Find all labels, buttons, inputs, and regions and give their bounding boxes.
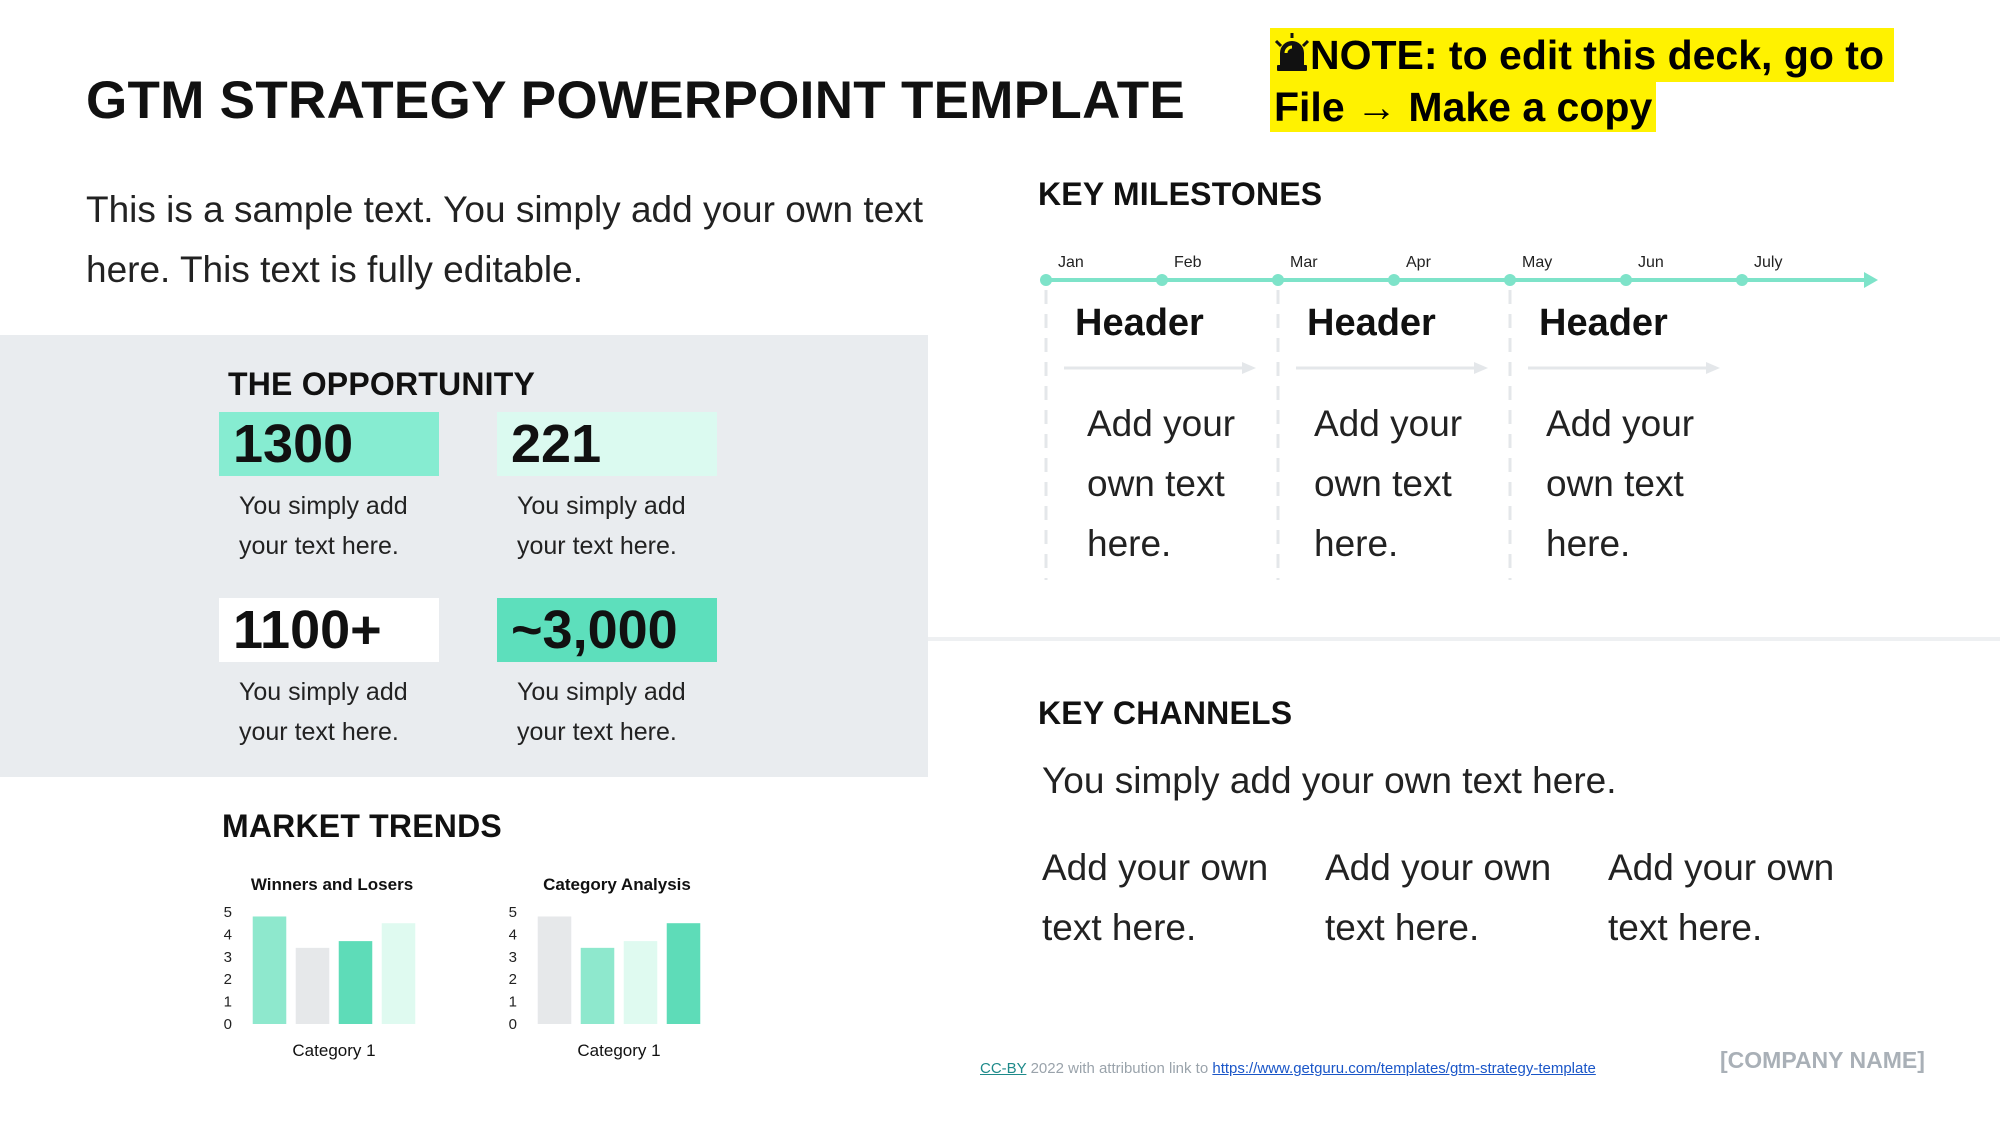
stat-desc-4: You simply add your text here. (517, 678, 686, 746)
stat-desc-1: You simply add your text here. (239, 492, 408, 560)
y-tick-label: 1 (508, 993, 517, 1011)
bar (382, 923, 416, 1024)
channels-subtitle: You simply add your own text here. (1042, 760, 1617, 801)
month-dot (1156, 274, 1168, 286)
channel-text-3: Add your own text here. (1608, 847, 1835, 948)
month-dot (1040, 274, 1052, 286)
chart-title: Category Analysis (543, 875, 691, 894)
footer-attribution (980, 1060, 1596, 1077)
header-arrowhead (1706, 362, 1720, 374)
month-label: Feb (1174, 254, 1202, 271)
channel-text-1: Add your own text here. (1042, 847, 1269, 948)
milestone-text-2: Add your own text here. (1314, 403, 1463, 564)
bar (296, 948, 330, 1024)
y-tick-label: 4 (223, 926, 232, 944)
intro-text: This is a sample text. You simply add your own text here. This text is fully editable. (86, 189, 924, 290)
opportunity-title: THE OPPORTUNITY (228, 366, 536, 402)
x-category-label: Category 1 (577, 1041, 661, 1060)
section-divider (928, 637, 2000, 641)
y-tick-label: 0 (508, 1016, 517, 1033)
note-line-1: NOTE: to edit this deck, go to (1310, 32, 1884, 78)
bar (624, 941, 658, 1024)
market-trends-title: MARKET TRENDS (222, 808, 502, 844)
header-arrowhead (1474, 362, 1488, 374)
bar (538, 916, 572, 1024)
milestone-header-2: Header (1307, 302, 1436, 344)
stat-desc-3: You simply add your text here. (239, 678, 408, 746)
license-text: 2022 with attribution link to (1026, 1060, 1213, 1077)
category-analysis-chart (495, 868, 725, 1068)
month-label: Jan (1058, 254, 1084, 271)
y-tick-label: 2 (223, 971, 232, 989)
milestone-header-1: Header (1075, 302, 1204, 344)
winners-losers-chart (210, 868, 440, 1068)
y-tick-label: 1 (223, 993, 232, 1011)
y-tick-label: 5 (223, 904, 232, 921)
y-tick-label: 3 (223, 948, 232, 966)
channel-text-2: Add your own text here. (1325, 847, 1552, 948)
chart-title: Winners and Losers (250, 875, 414, 894)
stat-box-1: 1300 (219, 412, 439, 476)
month-dot (1504, 274, 1516, 286)
stat-box-2: 221 (497, 412, 717, 476)
stat-box-3: 1100+ (219, 598, 439, 662)
y-tick-label: 4 (508, 926, 517, 944)
y-tick-label: 2 (508, 971, 517, 989)
bar (339, 941, 373, 1024)
month-dot (1272, 274, 1284, 286)
stat-box-4: ~3,000 (497, 598, 717, 662)
y-tick-label: 0 (223, 1016, 232, 1033)
stat-desc-2: You simply add your text here. (517, 492, 686, 560)
month-dot (1388, 274, 1400, 286)
month-label: Apr (1406, 254, 1431, 271)
month-dot (1736, 274, 1748, 286)
x-category-label: Category 1 (292, 1041, 376, 1060)
month-label: Jun (1638, 254, 1664, 271)
note-line-2: File → Make a copy (1274, 84, 1653, 130)
milestone-text-1: Add your own text here. (1087, 403, 1236, 564)
milestones-title: KEY MILESTONES (1038, 176, 1323, 212)
month-label: July (1754, 254, 1783, 271)
header-arrowhead (1242, 362, 1256, 374)
y-tick-label: 5 (508, 904, 517, 921)
channels-title: KEY CHANNELS (1038, 695, 1293, 731)
month-label: May (1522, 254, 1553, 271)
bar (253, 916, 287, 1024)
page-title: GTM STRATEGY POWERPOINT TEMPLATE (86, 71, 1186, 130)
company-name: [COMPANY NAME] (1720, 1047, 1925, 1073)
milestone-header-3: Header (1539, 302, 1668, 344)
edit-note (1270, 28, 1910, 132)
timeline-arrowhead (1864, 272, 1878, 288)
bar (667, 923, 701, 1024)
bar (581, 948, 615, 1024)
month-dot (1620, 274, 1632, 286)
template-url-link[interactable]: https://www.getguru.com/templates/gtm-strategy-template (1212, 1060, 1596, 1077)
license-link[interactable]: CC-BY (980, 1060, 1027, 1077)
month-label: Mar (1290, 254, 1318, 271)
y-tick-label: 3 (508, 948, 517, 966)
milestone-text-3: Add your own text here. (1546, 403, 1695, 564)
siren-icon (1274, 33, 1310, 73)
